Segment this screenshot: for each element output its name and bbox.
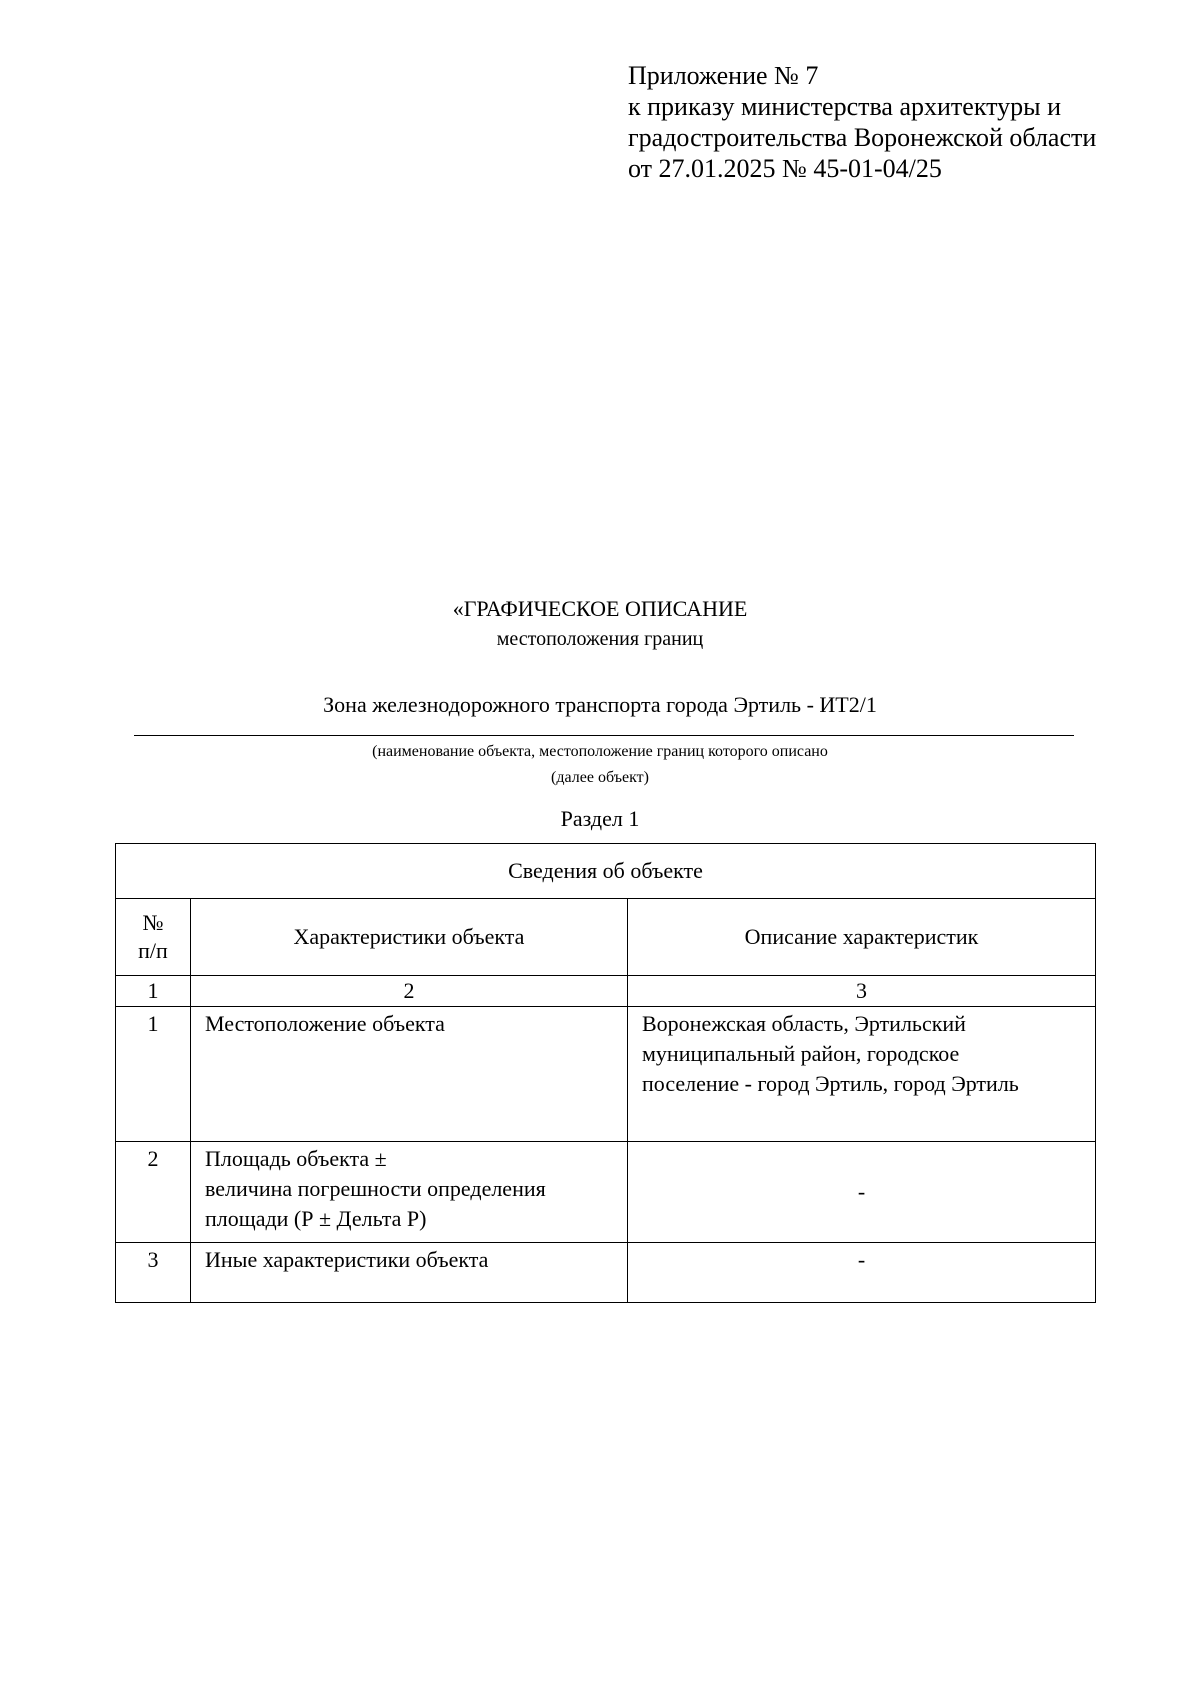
object-info-table — [115, 843, 1096, 1303]
column-index-2: 2 — [191, 976, 628, 1007]
table-index-row — [116, 976, 1096, 1007]
column-index-1: 1 — [116, 976, 191, 1007]
appendix-line-4: от 27.01.2025 № 45-01-04/25 — [628, 154, 942, 183]
row-description — [628, 1007, 1096, 1142]
object-name: Зона железнодорожного транспорта города Эртиль - ИТ2/1 — [323, 692, 877, 717]
row-characteristic-line: Площадь объекта ± — [205, 1146, 387, 1171]
object-note-line-2: (далее объект) — [551, 769, 649, 786]
table-caption-row — [116, 844, 1096, 899]
document-title: «ГРАФИЧЕСКОЕ ОПИСАНИЕ — [452, 596, 748, 621]
row-characteristic-line: величина погрешности определения — [205, 1176, 546, 1201]
section-label: Раздел 1 — [560, 806, 640, 831]
appendix-line-3: градостроительства Воронежской области — [628, 123, 1097, 152]
table-row — [116, 1007, 1096, 1142]
row-description-line: поселение - город Эртиль, город Эртиль — [642, 1071, 1019, 1096]
header-number-line-1: № — [142, 910, 164, 935]
row-description: - — [628, 1142, 1096, 1243]
header-characteristic: Характеристики объекта — [191, 899, 628, 976]
row-characteristic: Местоположение объекта — [191, 1007, 628, 1142]
header-number — [116, 899, 191, 976]
row-characteristic-line: площади (Р ± Дельта Р) — [205, 1206, 427, 1231]
column-index-3: 3 — [628, 976, 1096, 1007]
appendix-header — [628, 60, 1096, 184]
row-number: 2 — [116, 1142, 191, 1243]
row-characteristic: Иные характеристики объекта — [191, 1243, 628, 1303]
row-characteristic — [191, 1142, 628, 1243]
table-row — [116, 1142, 1096, 1243]
appendix-line-2: к приказу министерства архитектуры и — [628, 92, 1062, 121]
row-description-line: Воронежская область, Эртильский — [642, 1011, 966, 1036]
object-note-line-1: (наименование объекта, местоположение границ которого описано — [372, 743, 828, 760]
object-name-underline — [134, 735, 1074, 736]
header-number-line-2: п/п — [138, 938, 168, 963]
row-description: - — [628, 1243, 1096, 1303]
table-caption: Сведения об объекте — [116, 844, 1096, 899]
document-subtitle: местоположения границ — [496, 628, 704, 650]
table-row — [116, 1243, 1096, 1303]
table-header-row — [116, 899, 1096, 976]
header-description: Описание характеристик — [628, 899, 1096, 976]
appendix-line-1: Приложение № 7 — [628, 61, 819, 90]
row-number: 1 — [116, 1007, 191, 1142]
row-number: 3 — [116, 1243, 191, 1303]
row-description-line: муниципальный район, городское — [642, 1041, 960, 1066]
